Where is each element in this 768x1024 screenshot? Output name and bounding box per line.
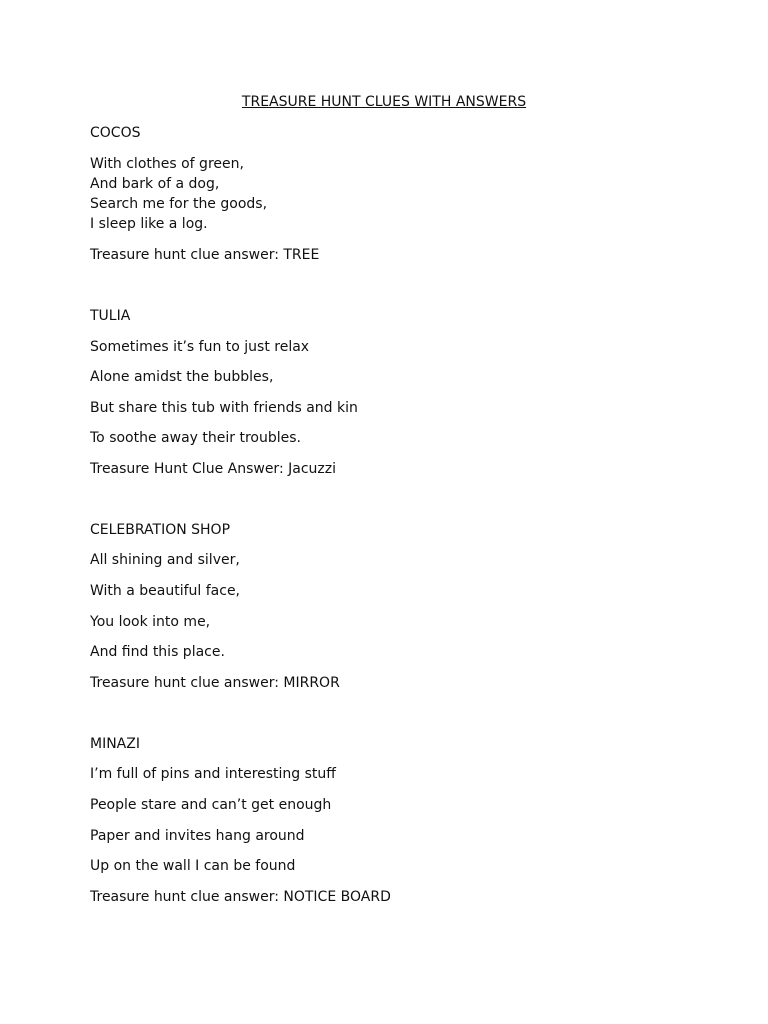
clue-line: Sometimes it’s fun to just relax bbox=[90, 339, 310, 355]
section-heading: TULIA bbox=[90, 308, 131, 324]
clue-line: And find this place. bbox=[90, 644, 225, 660]
section-heading: COCOS bbox=[90, 125, 141, 141]
clue-line: And bark of a dog, bbox=[90, 176, 220, 192]
clue-line: To soothe away their troubles. bbox=[90, 430, 301, 446]
clue-line: Alone amidst the bubbles, bbox=[90, 369, 274, 385]
clue-line: I’m full of pins and interesting stuff bbox=[90, 766, 336, 782]
section-heading: CELEBRATION SHOP bbox=[90, 522, 231, 538]
clue-answer: Treasure hunt clue answer: NOTICE BOARD bbox=[90, 889, 391, 905]
clue-answer: Treasure hunt clue answer: MIRROR bbox=[90, 675, 340, 691]
clue-answer: Treasure Hunt Clue Answer: Jacuzzi bbox=[90, 461, 336, 477]
section-heading: MINAZI bbox=[90, 736, 140, 752]
clue-line: All shining and silver, bbox=[90, 552, 240, 568]
clue-line: Paper and invites hang around bbox=[90, 828, 305, 844]
clue-line: With a beautiful face, bbox=[90, 583, 241, 599]
clue-line: People stare and can’t get enough bbox=[90, 797, 332, 813]
clue-line: You look into me, bbox=[90, 614, 211, 630]
clue-answer: Treasure hunt clue answer: TREE bbox=[90, 247, 320, 263]
clue-line: With clothes of green, bbox=[90, 156, 244, 172]
clue-line: Search me for the goods, bbox=[90, 196, 268, 212]
clue-line: But share this tub with friends and kin bbox=[90, 400, 358, 416]
document-title: TREASURE HUNT CLUES WITH ANSWERS bbox=[241, 94, 527, 110]
clue-line: I sleep like a log. bbox=[90, 216, 208, 232]
clue-line: Up on the wall I can be found bbox=[90, 858, 296, 874]
